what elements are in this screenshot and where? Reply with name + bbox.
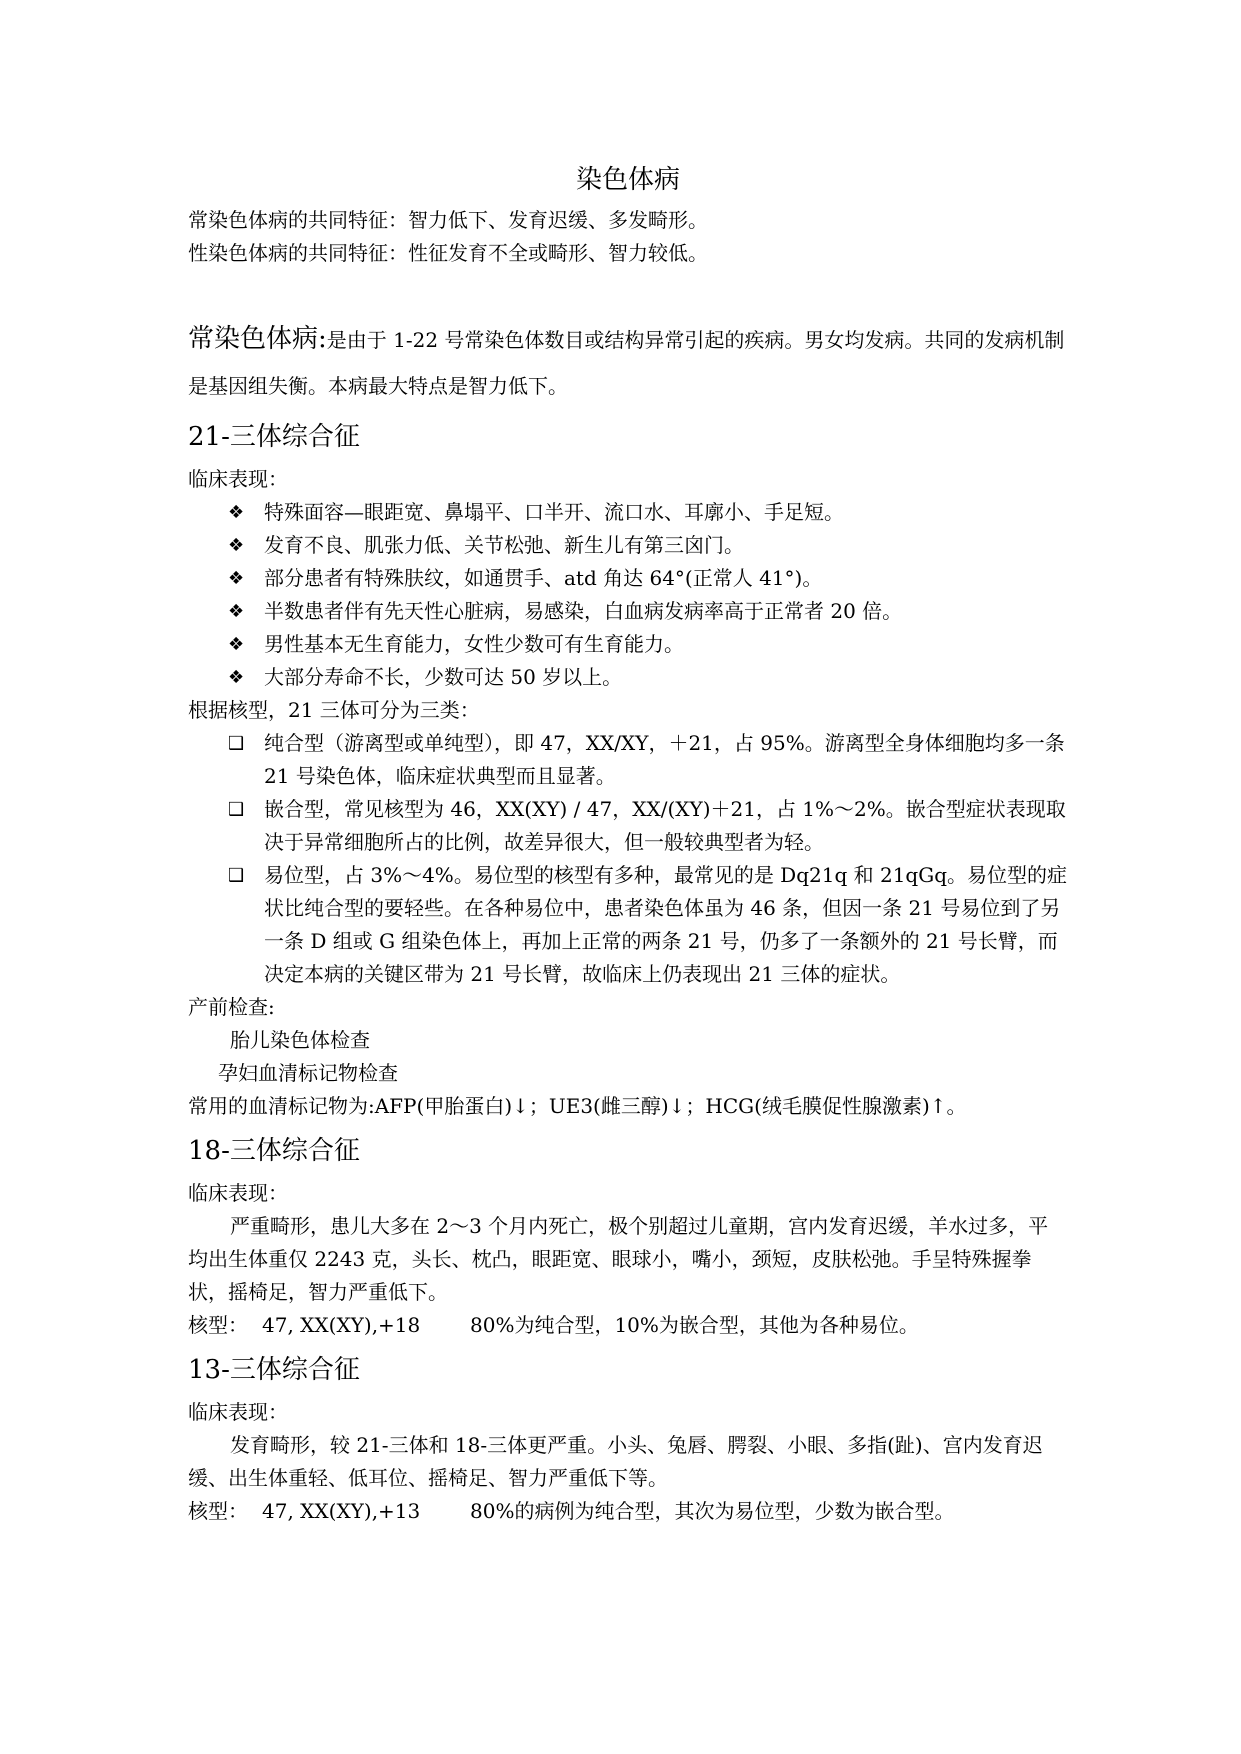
diamond-bullet-icon: ❖ <box>228 502 245 523</box>
karyotype-value: 47, XX(XY),+18 <box>262 1313 421 1337</box>
checkbox-bullet-icon: ❑ <box>228 799 245 820</box>
list-item: ❖ 部分患者有特殊肤纹，如通贯手、atd 角达 64°(正常人 41°)。 <box>228 562 1068 595</box>
document-page <box>188 160 1068 1528</box>
list-item: ❖ 发育不良、肌张力低、关节松弛、新生儿有第三囟门。 <box>228 529 1068 562</box>
t13-karyotype <box>188 1495 1068 1528</box>
t18-description: 严重畸形，患儿大多在 2～3 个月内死亡，极个别超过儿童期，宫内发育迟缓，羊水过多，平均出生体重仅 2243 克，头长、枕凸，眼距宽、眼球小，嘴小，颈短，皮肤松弛。手呈特殊握拳状，摇椅足，智力严重低下。 <box>188 1214 1049 1304</box>
karyotype-label: 核型： <box>188 1499 248 1523</box>
t21-symptom-list <box>188 496 1068 694</box>
karyotype-note: 80%为纯合型，10%为嵌合型，其他为各种易位。 <box>470 1313 919 1337</box>
autosomal-lead: 常染色体病: <box>188 324 327 354</box>
clinical-label: 临床表现： <box>188 1181 288 1205</box>
autosomal-text: 是由于 1-22 号常染色体数目或结构异常引起的疾病。男女均发病。共同的发病机制是基因组失衡。本病最大特点是智力低下。 <box>188 328 1065 398</box>
intro-line: 性染色体病的共同特征：性征发育不全或畸形、智力较低。 <box>188 241 708 265</box>
checkbox-bullet-icon: ❑ <box>228 865 245 886</box>
t21-type-list <box>188 727 1068 991</box>
prenatal-label: 产前检查: <box>188 995 275 1019</box>
section-heading-t18: 18-三体综合征 <box>188 1136 360 1166</box>
karyotype-note: 80%的病例为纯合型，其次为易位型，少数为嵌合型。 <box>470 1499 955 1523</box>
intro-line: 常染色体病的共同特征：智力低下、发育迟缓、多发畸形。 <box>188 208 708 232</box>
clinical-label: 临床表现： <box>188 1400 288 1424</box>
t18-karyotype <box>188 1309 1068 1342</box>
prenatal-item: 胎儿染色体检查 <box>230 1028 370 1052</box>
t13-description: 发育畸形，较 21-三体和 18-三体更严重。小头、兔唇、腭裂、小眼、多指(趾)、宫内发育迟缓、出生体重轻、低耳位、摇椅足、智力严重低下等。 <box>188 1433 1043 1490</box>
autosomal-paragraph <box>188 316 1068 409</box>
diamond-bullet-icon: ❖ <box>228 667 245 688</box>
karyotype-value: 47, XX(XY),+13 <box>262 1499 421 1523</box>
karyotype-label: 核型： <box>188 1313 248 1337</box>
list-item: ❖ 半数患者伴有先天性心脏病，易感染，白血病发病率高于正常者 20 倍。 <box>228 595 1068 628</box>
prenatal-item: 孕妇血清标记物检查 <box>218 1061 398 1085</box>
diamond-bullet-icon: ❖ <box>228 568 245 589</box>
diamond-bullet-icon: ❖ <box>228 634 245 655</box>
clinical-label: 临床表现： <box>188 467 288 491</box>
section-heading-t21: 21-三体综合征 <box>188 422 360 452</box>
list-item: ❖ 特殊面容—眼距宽、鼻塌平、口半开、流口水、耳廓小、手足短。 <box>228 496 1068 529</box>
list-item: ❑ 嵌合型，常见核型为 46，XX(XY) / 47，XX/(XY)＋21，占 1%～2%。嵌合型症状表现取决于异常细胞所占的比例，故差异很大，但一般较典型者为轻。 <box>228 793 1068 859</box>
list-item: ❖ 男性基本无生育能力，女性少数可有生育能力。 <box>228 628 1068 661</box>
checkbox-bullet-icon: ❑ <box>228 733 245 754</box>
types-label: 根据核型，21 三体可分为三类： <box>188 698 480 722</box>
serum-markers: 常用的血清标记物为:AFP(甲胎蛋白)↓；UE3(雌三醇)↓；HCG(绒毛膜促性腺激素)↑。 <box>188 1094 967 1118</box>
section-heading-t13: 13-三体综合征 <box>188 1355 360 1385</box>
list-item: ❑ 纯合型（游离型或单纯型），即 47，XX/XY，＋21，占 95%。游离型全身体细胞均多一条 21 号染色体，临床症状典型而且显著。 <box>228 727 1068 793</box>
page-title: 染色体病 <box>575 165 680 195</box>
diamond-bullet-icon: ❖ <box>228 601 245 622</box>
list-item: ❖ 大部分寿命不长，少数可达 50 岁以上。 <box>228 661 1068 694</box>
diamond-bullet-icon: ❖ <box>228 535 245 556</box>
list-item: ❑ 易位型，占 3%～4%。易位型的核型有多种，最常见的是 Dq21q 和 21qGq。易位型的症状比纯合型的要轻些。在各种易位中，患者染色体虽为 46 条，但因一条 21 号易位到了另一条 D 组或 G 组染色体上，再加上正常的两条 21 号，仍多了一条额外的 21 号长臂，而决定本病的关键区带为 21 号长臂，故临床上仍表现出 21 三体的症状。 <box>228 859 1068 991</box>
